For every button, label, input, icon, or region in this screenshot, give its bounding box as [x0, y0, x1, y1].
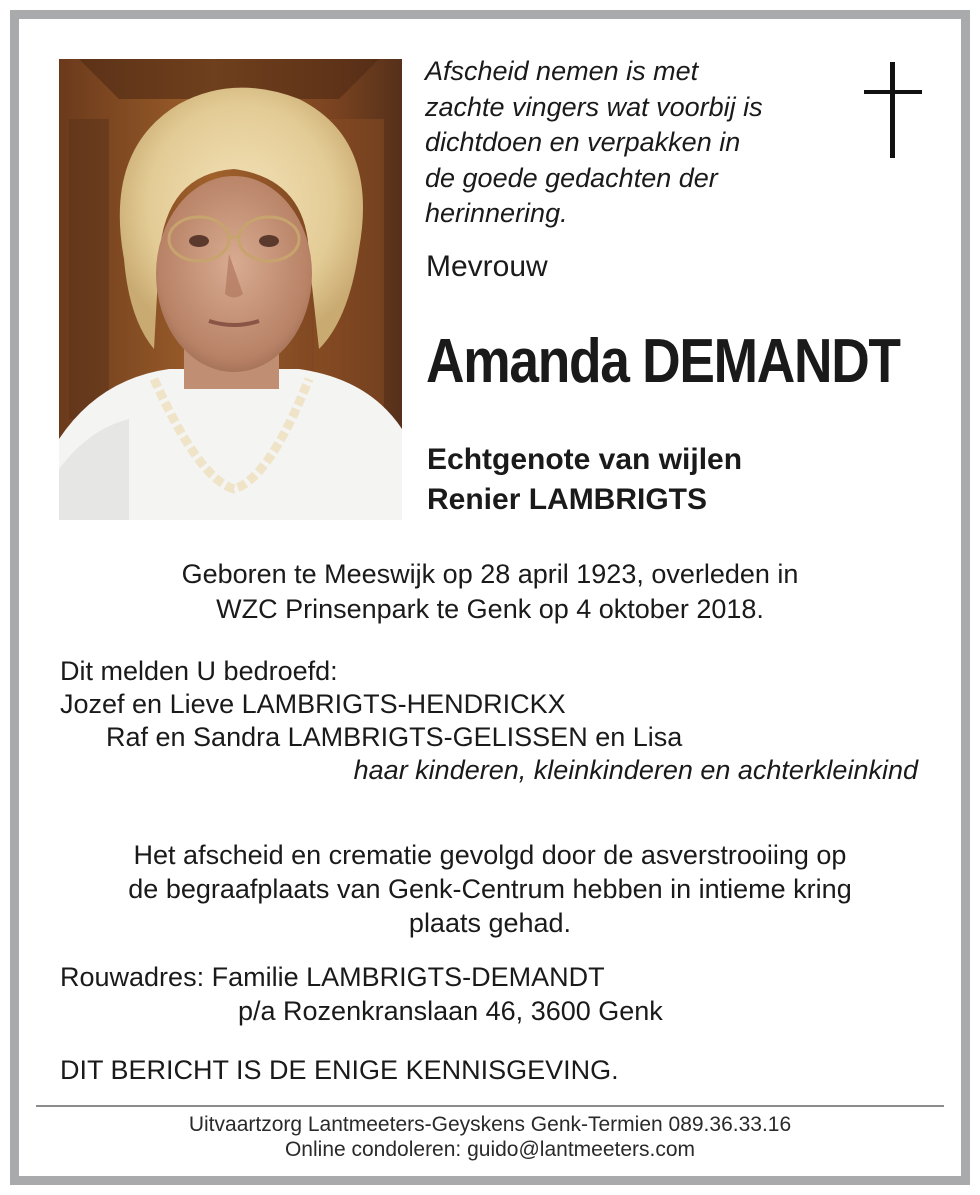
poem-line: dichtdoen en verpakken in — [425, 127, 741, 157]
family-member: Raf en Sandra LAMBRIGTS-GELISSEN en Lisa — [106, 722, 683, 752]
address-line: Rouwadres: Familie LAMBRIGTS-DEMANDT — [60, 962, 605, 992]
poem-line: Afscheid nemen is met — [425, 56, 699, 86]
spouse-line: Echtgenote van wijlen — [427, 443, 743, 476]
poem-line: herinnering. — [425, 198, 568, 228]
condolence-line: Online condoleren: guido@lantmeeters.com — [284, 1138, 696, 1161]
spouse-name: Renier LAMBRIGTS — [427, 483, 708, 516]
poem — [425, 54, 845, 232]
address-line: p/a Rozenkranslaan 46, 3600 Genk — [238, 996, 663, 1026]
honorific-title: Mevrouw — [426, 250, 548, 283]
farewell-info — [0, 838, 980, 940]
farewell-line: Het afscheid en crematie gevolgd door de asverstrooiing op — [133, 840, 847, 870]
spouse-info — [427, 440, 742, 520]
farewell-line: de begraafplaats van Genk-Centrum hebben in intieme kring — [128, 874, 852, 904]
latin-cross-icon — [864, 62, 922, 158]
family-relation: haar kinderen, kleinkinderen en achterkleinkind — [353, 755, 918, 785]
notice-text: DIT BERICHT IS DE ENIGE KENNISGEVING. — [60, 1055, 619, 1085]
birth-death-info — [0, 557, 980, 627]
birth-line: Geboren te Meeswijk op 28 april 1923, overleden in — [181, 559, 799, 589]
family-member: Jozef en Lieve LAMBRIGTS-HENDRICKX — [60, 689, 566, 719]
funeral-home-line: Uitvaartzorg Lantmeeters-Geyskens Genk-Termien 089.36.33.16 — [188, 1113, 792, 1136]
divider — [36, 1105, 944, 1107]
family-announcement — [60, 655, 940, 787]
family-intro: Dit melden U bedroefd: — [60, 656, 338, 686]
farewell-line: plaats gehad. — [408, 908, 572, 938]
portrait-photo — [59, 59, 402, 520]
mourning-address — [60, 960, 663, 1028]
footer — [0, 1112, 980, 1162]
deceased-name: Amanda DEMANDT — [426, 327, 900, 396]
poem-line: zachte vingers wat voorbij is — [425, 91, 763, 122]
poem-line: de goede gedachten der — [425, 162, 718, 193]
death-line: WZC Prinsenpark te Genk op 4 oktober 2018. — [216, 594, 764, 624]
